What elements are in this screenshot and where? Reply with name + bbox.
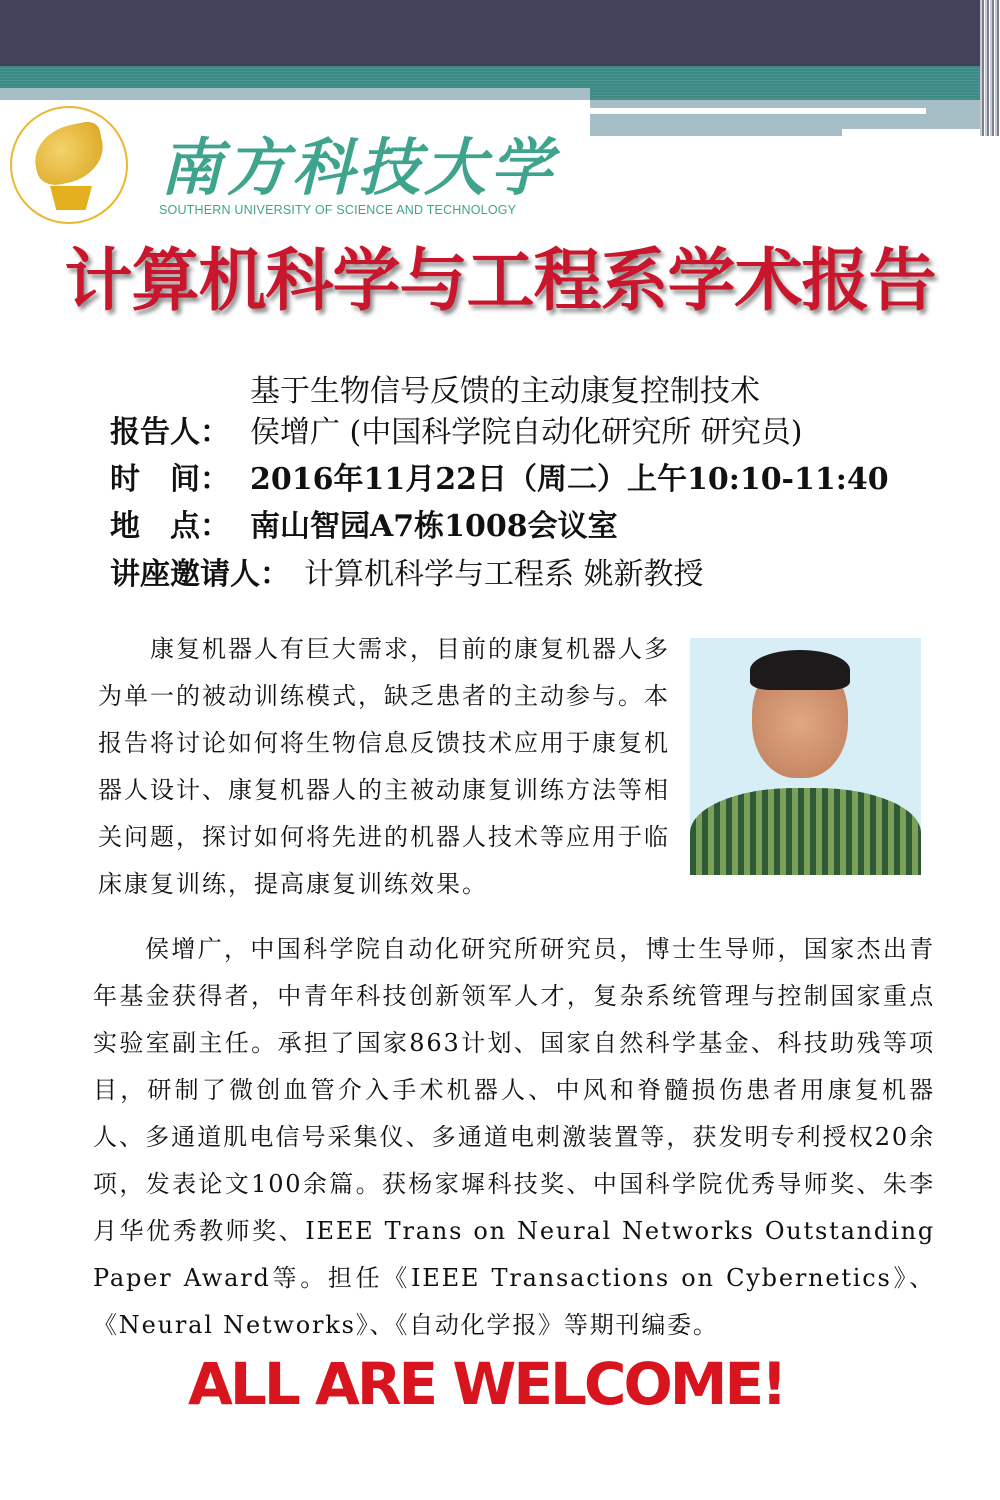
torch-flame-icon — [29, 119, 109, 188]
university-name-cn: 南方科技大学 — [160, 131, 557, 204]
talk-title: 基于生物信号反馈的主动康复控制技术 — [250, 374, 760, 409]
university-logo-icon — [10, 106, 128, 224]
header-stripe — [590, 108, 926, 114]
torch-base-icon — [50, 186, 92, 210]
speaker-label: 报告人： — [110, 415, 230, 450]
location-row — [110, 508, 618, 546]
location-value: 南山智园A7栋1008会议室 — [250, 509, 618, 544]
speaker-photo — [690, 638, 921, 875]
header-stripe — [842, 129, 992, 137]
bio-paragraph: 侯增广，中国科学院自动化研究所研究员，博士生导师，国家杰出青年基金获得者，中青年科技创新领军人才，复杂系统管理与控制国家重点实验室副主任。承担了国家863计划、国家自然科学基金、科技助残等项目，研制了微创血管介入手术机器人、中风和脊髓损伤患者用康复机器人、多通道肌电信号采集仪、多通道电刺激装置等，获发明专利授权20余项，发表论文100余篇。获杨家墀科技奖、中国科学院优秀导师奖、朱李月华优秀教师奖、IEEE Trans on Neural Networks Outstanding Paper Award等。担任《IEEE Transactions on Cybernetics》、《Neural Networks》、《自动化学报》等期刊编委。 — [93, 935, 935, 1339]
speaker-row — [110, 414, 802, 452]
location-label: 地 点： — [110, 509, 230, 544]
abstract-paragraph: 康复机器人有巨大需求，目前的康复机器人多为单一的被动训练模式，缺乏患者的主动参与。本报告将讨论如何将生物信息反馈技术应用于康复机器人设计、康复机器人的主被动康复训练方法等相关问题，探讨如何将先进的机器人技术等应用于临床康复训练，提高康复训练效果。 — [98, 635, 670, 898]
header-edge-lines — [980, 0, 1000, 136]
time-value: 2016年11月22日（周二）上午10:10-11:40 — [250, 462, 889, 497]
speaker-value: 侯增广 (中国科学院自动化研究所 研究员) — [250, 415, 803, 450]
time-label: 时 间： — [110, 462, 230, 497]
time-row — [110, 461, 889, 499]
header-band-dark — [0, 0, 1000, 66]
host-label: 讲座邀请人： — [110, 557, 290, 592]
university-name-en: SOUTHERN UNIVERSITY OF SCIENCE AND TECHNOLOGY — [159, 203, 517, 217]
host-value: 计算机科学与工程系 姚新教授 — [304, 557, 704, 592]
event-title: 计算机科学与工程系学术报告 — [64, 242, 936, 321]
welcome-banner: ALL ARE WELCOME! — [188, 1350, 785, 1418]
photo-shirt — [690, 788, 921, 875]
photo-hair — [750, 650, 850, 690]
header-band-light — [0, 88, 590, 100]
host-row — [110, 556, 704, 594]
